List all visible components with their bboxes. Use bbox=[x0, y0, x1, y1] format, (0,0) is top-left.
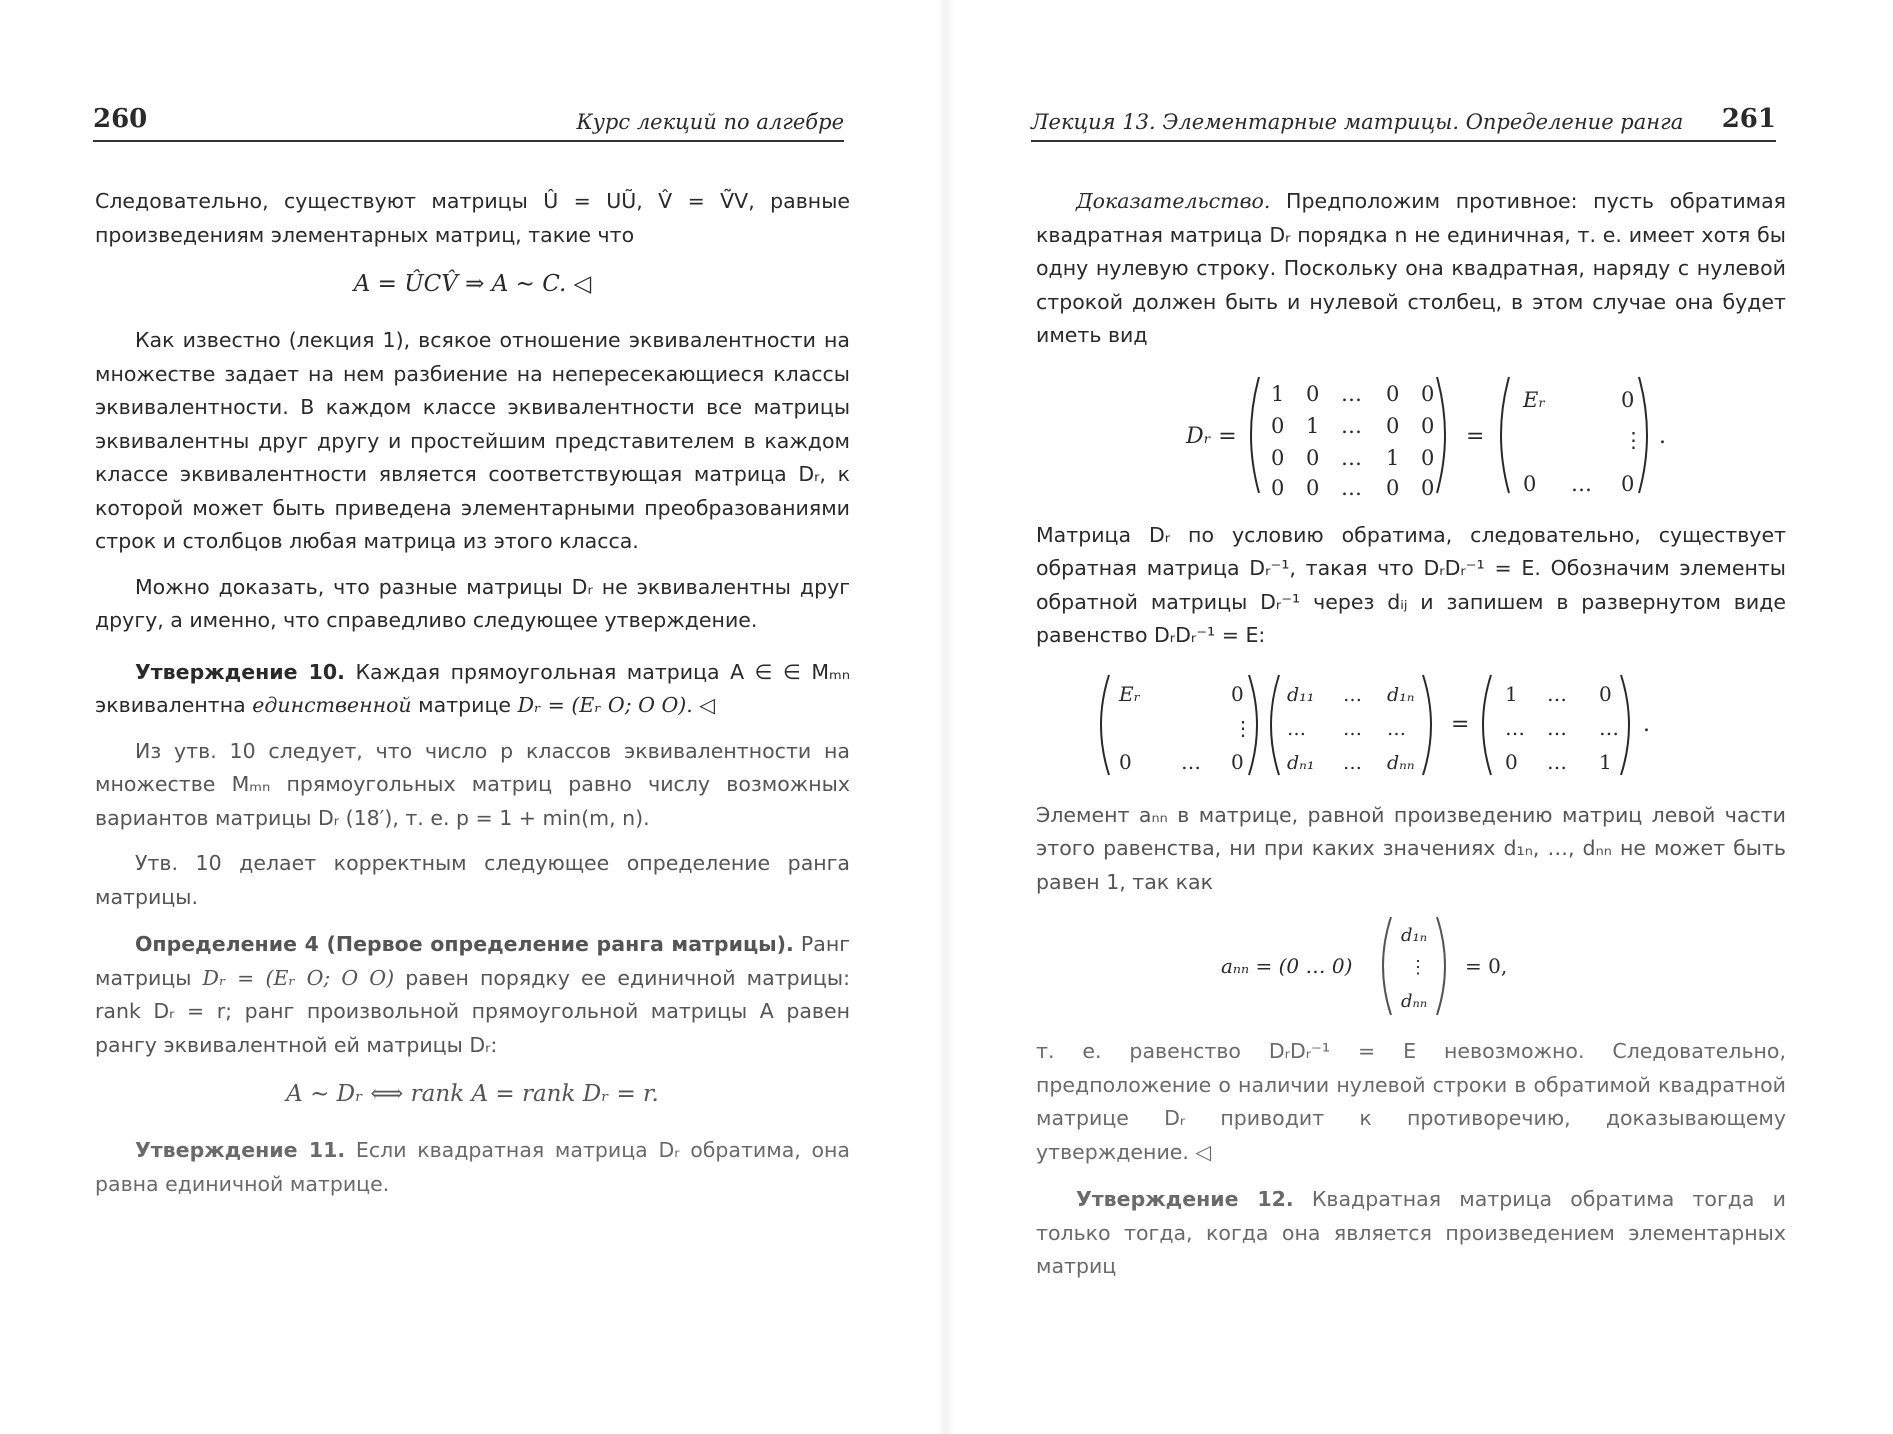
svg-text:=: = bbox=[1451, 711, 1470, 737]
svg-text:…: … bbox=[1571, 471, 1592, 496]
svg-text:0: 0 bbox=[1119, 749, 1132, 774]
left-header-title: Курс лекций по алгебре bbox=[576, 110, 844, 134]
svg-text:…: … bbox=[1547, 681, 1567, 706]
svg-text:⋮: ⋮ bbox=[1233, 715, 1253, 740]
svg-text:dₙₙ: dₙₙ bbox=[1387, 751, 1415, 774]
left-paragraph-3: Можно доказать, что разные матрицы Dᵣ не эквивалентны друг другу, а именно, что справедливо следующее утверждение. bbox=[95, 574, 850, 632]
svg-text:1: 1 bbox=[1271, 381, 1285, 406]
svg-text:0: 0 bbox=[1231, 681, 1244, 706]
svg-text:0: 0 bbox=[1523, 471, 1537, 496]
statement-12 bbox=[1036, 1183, 1786, 1284]
svg-text:…: … bbox=[1343, 683, 1362, 706]
right-running-header bbox=[1031, 100, 1776, 142]
svg-text:0: 0 bbox=[1421, 445, 1435, 470]
left-paragraph-2: Как известно (лекция 1), всякое отношение эквивалентности на множестве задает на нем разбиение на непересекающиеся классы эквивалентности. В каждом классе эквивалентности все матрицы эквивалентны друг другу и простейшим представителем в каждом классе эквивалентности является соответствующая матрица Dᵣ, к которой может быть приведена элементарными преобразованиями строк и столбцов любая матрица из этого класса. bbox=[95, 328, 850, 553]
svg-text:1: 1 bbox=[1386, 445, 1400, 470]
proof-text-1: Предположим противное: пусть обратимая квадратная матрица Dᵣ порядка n не единичная, т. е. имеет хотя бы одну нулевую строку. Поскольку она квадратная, наряду с нулевой строкой должен быть и нулевой столбец, в этом случае она будет иметь вид bbox=[1036, 189, 1786, 347]
svg-text:0: 0 bbox=[1386, 475, 1400, 500]
svg-text:Eᵣ: Eᵣ bbox=[1523, 387, 1546, 412]
svg-text:0: 0 bbox=[1421, 381, 1435, 406]
statement-10-label: Утверждение 10. bbox=[135, 659, 345, 684]
svg-text:0: 0 bbox=[1386, 413, 1400, 438]
statement-10-matrix: Dᵣ = (Eᵣ O; O O). ◁ bbox=[517, 693, 716, 717]
statement-10 bbox=[95, 656, 850, 723]
svg-text:…: … bbox=[1341, 475, 1362, 500]
svg-text:= 0,: = 0, bbox=[1465, 954, 1508, 978]
left-page-body bbox=[95, 185, 850, 1213]
svg-text:d₁ₙ: d₁ₙ bbox=[1401, 925, 1428, 946]
svg-text:d₁₁: d₁₁ bbox=[1287, 683, 1315, 706]
right-paragraph-4: т. е. равенство DᵣDᵣ⁻¹ = E невозможно. Следовательно, предположение о наличии нулевой строки в обратимой квадратной матрице Dᵣ приводит к противоречию, доказывающему утверждение. ◁ bbox=[1036, 1039, 1786, 1164]
svg-text:0: 0 bbox=[1231, 749, 1244, 774]
left-page bbox=[0, 0, 946, 1434]
svg-text:0: 0 bbox=[1505, 749, 1518, 774]
svg-text:0: 0 bbox=[1271, 475, 1285, 500]
left-page-number: 260 bbox=[93, 104, 148, 134]
svg-text:…: … bbox=[1547, 715, 1567, 740]
right-page-body bbox=[1036, 185, 1786, 1296]
statement-10-text: Каждая прямоугольная матрица A ∈ ∈ Mₘₙ эквивалентна bbox=[95, 659, 850, 717]
left-paragraph-1: Следовательно, существуют матрицы Û = UŨ, V̂ = ṼV, равные произведениям элементарных матриц, такие что bbox=[95, 189, 850, 247]
statement-11-text: Если квадратная матрица Dᵣ обратима, она равна единичной матрице. bbox=[95, 1138, 850, 1196]
matrix-product-equation bbox=[1091, 665, 1731, 785]
svg-text:…: … bbox=[1599, 715, 1619, 740]
svg-text:…: … bbox=[1387, 717, 1406, 740]
matrix-dr-block-form bbox=[1131, 365, 1691, 505]
svg-text:0: 0 bbox=[1621, 471, 1635, 496]
svg-text:1: 1 bbox=[1505, 681, 1518, 706]
svg-text:…: … bbox=[1343, 751, 1362, 774]
svg-text:0: 0 bbox=[1386, 381, 1400, 406]
svg-text:1: 1 bbox=[1599, 749, 1612, 774]
statement-11 bbox=[95, 1134, 850, 1201]
svg-text:=: = bbox=[1466, 423, 1485, 449]
definition-4 bbox=[95, 928, 850, 1062]
svg-text:dₙₙ: dₙₙ bbox=[1401, 991, 1428, 1012]
svg-text:…: … bbox=[1343, 717, 1362, 740]
left-formula-1: A = ÛCV̂ ⇒ A ∼ C. ◁ bbox=[353, 271, 592, 297]
right-page bbox=[946, 0, 1893, 1434]
statement-12-label: Утверждение 12. bbox=[1076, 1187, 1294, 1211]
svg-text:0: 0 bbox=[1421, 413, 1435, 438]
svg-text:1: 1 bbox=[1306, 413, 1320, 438]
svg-text:0: 0 bbox=[1621, 387, 1635, 412]
svg-text:…: … bbox=[1341, 413, 1362, 438]
svg-text:⋮: ⋮ bbox=[1409, 957, 1427, 978]
left-running-header bbox=[93, 100, 844, 142]
svg-text:.: . bbox=[1643, 711, 1650, 737]
svg-text:0: 0 bbox=[1271, 413, 1285, 438]
svg-text:0: 0 bbox=[1306, 445, 1320, 470]
svg-text:0: 0 bbox=[1599, 681, 1612, 706]
proof-paragraph-1 bbox=[1036, 185, 1786, 353]
svg-text:…: … bbox=[1287, 717, 1306, 740]
right-paragraph-2: Матрица Dᵣ по условию обратима, следовательно, существует обратная матрица Dᵣ⁻¹, такая что DᵣDᵣ⁻¹ = E. Обозначим элементы обратной матрицы Dᵣ⁻¹ через dᵢⱼ и запишем в развернутом виде равенство DᵣDᵣ⁻¹ = E: bbox=[1036, 522, 1786, 647]
left-paragraph-5: Утв. 10 делает корректным следующее определение ранга матрицы. bbox=[95, 851, 850, 909]
proof-label: Доказательство. bbox=[1076, 189, 1271, 213]
svg-text:0: 0 bbox=[1306, 381, 1320, 406]
svg-text:d₁ₙ: d₁ₙ bbox=[1387, 683, 1415, 706]
svg-text:.: . bbox=[1659, 423, 1666, 449]
definition-4-matrix: Dᵣ = (Eᵣ O; O O) bbox=[202, 965, 395, 990]
statement-11-label: Утверждение 11. bbox=[135, 1138, 346, 1162]
svg-text:aₙₙ = (0 … 0): aₙₙ = (0 … 0) bbox=[1221, 954, 1353, 978]
svg-text:…: … bbox=[1341, 381, 1362, 406]
svg-text:…: … bbox=[1547, 749, 1567, 774]
svg-text:Dᵣ =: Dᵣ = bbox=[1186, 423, 1237, 449]
svg-text:⋮: ⋮ bbox=[1623, 427, 1644, 452]
svg-text:0: 0 bbox=[1421, 475, 1435, 500]
definition-4-label: Определение 4 (Первое определение ранга матрицы). bbox=[135, 932, 794, 956]
right-page-number: 261 bbox=[1721, 104, 1776, 134]
statement-10-tail: матрице bbox=[418, 693, 512, 717]
statement-12-text: Квадратная матрица обратима тогда и только тогда, когда она является произведением элементарных матриц bbox=[1036, 1187, 1786, 1278]
svg-text:dₙ₁: dₙ₁ bbox=[1287, 751, 1315, 774]
right-paragraph-3: Элемент aₙₙ в матрице, равной произведению матриц левой части этого равенства, ни при каких значениях d₁ₙ, …, dₙₙ не может быть равен 1, так как bbox=[1036, 802, 1786, 894]
svg-text:…: … bbox=[1341, 445, 1362, 470]
statement-10-emphasis: единственной bbox=[252, 693, 412, 717]
right-header-title: Лекция 13. Элементарные матрицы. Определение ранга bbox=[1031, 110, 1684, 134]
svg-text:Eᵣ: Eᵣ bbox=[1119, 681, 1141, 706]
left-formula-2: A ∼ Dᵣ ⟺ rank A = rank Dᵣ = r. bbox=[286, 1081, 659, 1107]
svg-text:…: … bbox=[1505, 715, 1525, 740]
definition-4-pre: Ранг матрицы bbox=[95, 932, 850, 990]
svg-text:0: 0 bbox=[1306, 475, 1320, 500]
ann-product-formula bbox=[1211, 911, 1611, 1021]
left-paragraph-4: Из утв. 10 следует, что число p классов эквивалентности на множестве Mₘₙ прямоугольных матриц равно числу возможных вариантов матрицы Dᵣ (18′), т. е. p = 1 + min(m, n). bbox=[95, 738, 850, 830]
svg-text:0: 0 bbox=[1271, 445, 1285, 470]
svg-text:…: … bbox=[1181, 749, 1201, 774]
definition-4-text: равен порядку ее единичной матрицы: rank Dᵣ = r; ранг произвольной прямоугольной матрицы A равен рангу эквивалентной ей матрицы Dᵣ: bbox=[95, 965, 850, 1057]
